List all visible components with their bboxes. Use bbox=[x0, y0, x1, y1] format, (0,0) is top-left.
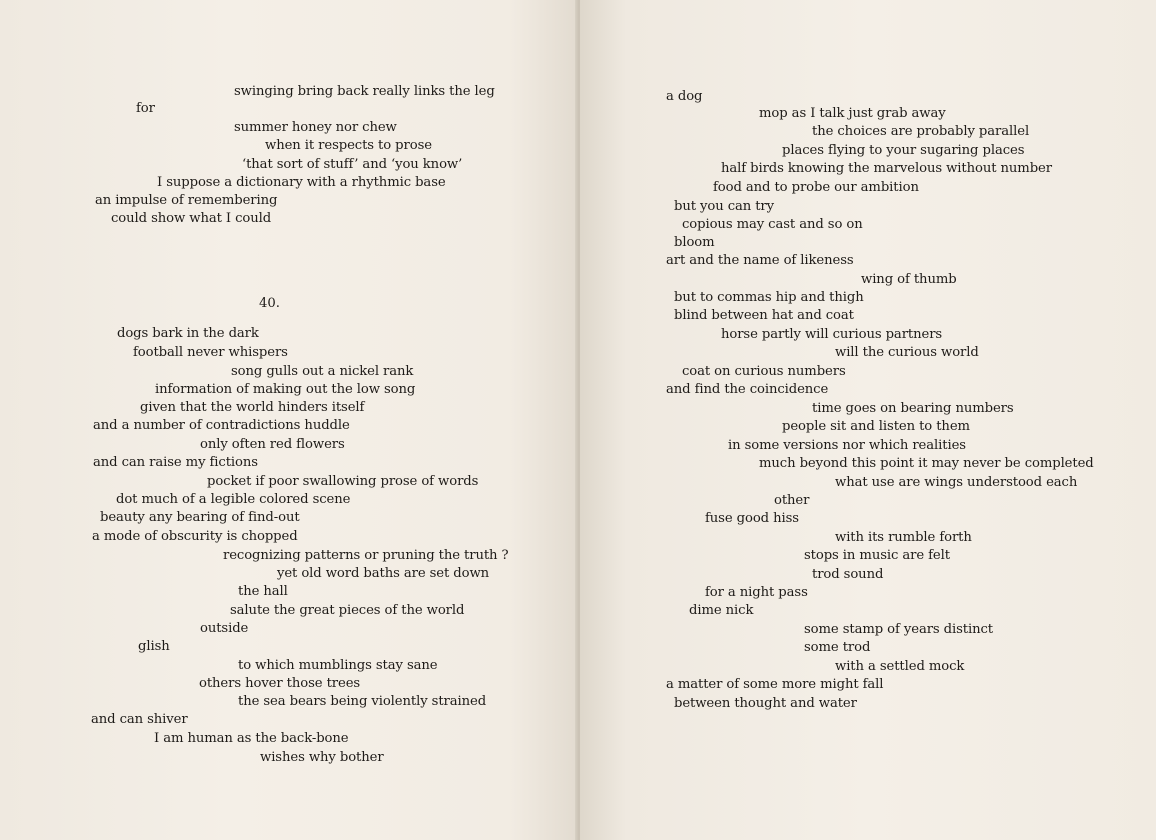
poem-line: trod sound bbox=[812, 567, 884, 582]
poem-line: song gulls out a nickel rank bbox=[231, 364, 414, 379]
poem-line: fuse good hiss bbox=[705, 511, 799, 526]
section-number: 40. bbox=[259, 296, 280, 311]
poem-line: bloom bbox=[674, 235, 715, 250]
poem-line: wing of thumb bbox=[861, 272, 957, 287]
poem-line: some trod bbox=[804, 640, 871, 655]
poem-line: dot much of a legible colored scene bbox=[116, 492, 351, 507]
poem-line: when it respects to prose bbox=[265, 138, 432, 153]
poem-line: in some versions nor which realities bbox=[728, 438, 966, 453]
poem-line: some stamp of years distinct bbox=[804, 622, 993, 637]
poem-line: glish bbox=[138, 639, 170, 654]
right-poem bbox=[580, 0, 1156, 840]
poem-line: wishes why bother bbox=[260, 750, 384, 765]
poem-line: other bbox=[774, 493, 810, 508]
poem-line: given that the world hinders itself bbox=[140, 400, 365, 415]
poem-line: and a number of contradictions huddle bbox=[93, 418, 350, 433]
poem-line: what use are wings understood each bbox=[835, 475, 1078, 490]
poem-line: beauty any bearing of find-out bbox=[100, 510, 300, 525]
poem-line: dogs bark in the dark bbox=[117, 326, 259, 341]
poem-line: people sit and listen to them bbox=[782, 419, 970, 434]
poem-line: but to commas hip and thigh bbox=[674, 290, 864, 305]
poem-line: a dog bbox=[666, 89, 703, 104]
poem-line: others hover those trees bbox=[199, 676, 361, 691]
poem-line: the choices are probably parallel bbox=[812, 124, 1030, 139]
poem-line: an impulse of remembering bbox=[95, 193, 278, 208]
poem-line: time goes on bearing numbers bbox=[812, 401, 1014, 416]
poem-line: horse partly will curious partners bbox=[721, 327, 943, 342]
poem-line: only often red flowers bbox=[200, 437, 345, 452]
poem-line: mop as I talk just grab away bbox=[759, 106, 946, 121]
poem-line: stops in music are felt bbox=[804, 548, 950, 563]
poem-line: pocket if poor swallowing prose of words bbox=[207, 474, 479, 489]
poem-line: I am human as the back-bone bbox=[154, 731, 349, 746]
poem-line: much beyond this point it may never be completed bbox=[759, 456, 1094, 471]
poem-line: but you can try bbox=[674, 199, 774, 214]
poem-line: for bbox=[136, 101, 155, 116]
poem-line: copious may cast and so on bbox=[682, 217, 863, 232]
poem-line: summer honey nor chew bbox=[234, 120, 397, 135]
poem-line: I suppose a dictionary with a rhythmic base bbox=[157, 175, 446, 190]
poem-line: to which mumblings stay sane bbox=[238, 658, 438, 673]
poem-line: could show what I could bbox=[111, 211, 272, 226]
poem-line: outside bbox=[200, 621, 249, 636]
poem-line: with its rumble forth bbox=[835, 530, 972, 545]
poem-line: and can shiver bbox=[91, 712, 188, 727]
poem-line: the sea bears being violently strained bbox=[238, 694, 487, 709]
poem-line: coat on curious numbers bbox=[682, 364, 846, 379]
poem-line: places flying to your sugaring places bbox=[782, 143, 1025, 158]
poem-line: for a night pass bbox=[705, 585, 808, 600]
poem-line: with a settled mock bbox=[835, 659, 965, 674]
poem-line: recognizing patterns or pruning the truth ? bbox=[223, 548, 509, 563]
poem-line: and find the coincidence bbox=[666, 382, 829, 397]
poem-line: between thought and water bbox=[674, 696, 857, 711]
poem-line: a mode of obscurity is chopped bbox=[92, 529, 298, 544]
poem-line: the hall bbox=[238, 584, 288, 599]
poem-line: yet old word baths are set down bbox=[277, 566, 490, 581]
poem-line: half birds knowing the marvelous without number bbox=[721, 161, 1052, 176]
poem-line: and can raise my fictions bbox=[93, 455, 258, 470]
poem-line: football never whispers bbox=[133, 345, 288, 360]
poem-line: a matter of some more might fall bbox=[666, 677, 884, 692]
poem-line: ‘that sort of stuff’ and ‘you know’ bbox=[242, 157, 463, 172]
poem-line: will the curious world bbox=[835, 345, 979, 360]
poem-line: blind between hat and coat bbox=[674, 308, 854, 323]
poem-line: salute the great pieces of the world bbox=[230, 603, 465, 618]
poem-line: information of making out the low song bbox=[155, 382, 416, 397]
poem-line: dime nick bbox=[689, 603, 754, 618]
poem-line: food and to probe our ambition bbox=[713, 180, 919, 195]
right-page bbox=[580, 0, 1156, 840]
poem-line: art and the name of likeness bbox=[666, 253, 854, 268]
poem-line: swinging bring back really links the leg bbox=[234, 84, 495, 99]
